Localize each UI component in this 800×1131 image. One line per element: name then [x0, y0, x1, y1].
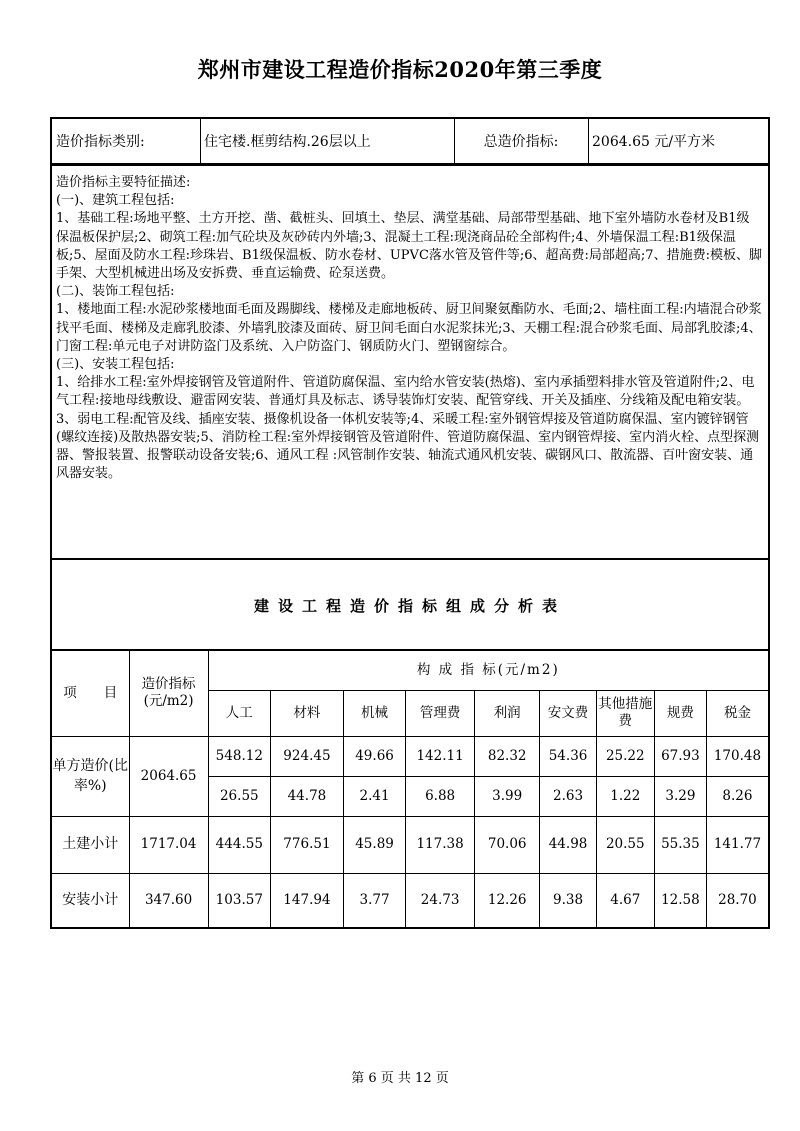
- section-decoration-heading: (二)、装饰工程包括:: [56, 284, 175, 300]
- col-header: 规费: [654, 690, 706, 736]
- ratio-cell: 2.63: [540, 776, 596, 816]
- install-cell: 103.57: [208, 873, 270, 928]
- ratio-cell: 3.99: [474, 776, 540, 816]
- total-label: 总造价指标:: [483, 134, 559, 150]
- install-cell: 28.70: [706, 873, 769, 928]
- unit-price-cell: 142.11: [406, 736, 475, 776]
- civil-cell: 45.89: [343, 816, 405, 873]
- unit-price-total: 2064.65: [129, 736, 208, 816]
- ratio-cell: 1.22: [596, 776, 654, 816]
- feature-description: [56, 174, 762, 483]
- ratio-cell: 3.29: [654, 776, 706, 816]
- install-cell: 147.94: [271, 873, 344, 928]
- analysis-title-box: [50, 558, 770, 651]
- unit-price-cell: 170.48: [706, 736, 769, 776]
- index-header-row: [50, 117, 770, 165]
- feature-description-box: [50, 164, 770, 560]
- col-header: 人工: [208, 690, 270, 736]
- unit-price-cell: 548.12: [208, 736, 270, 776]
- civil-cell: 444.55: [208, 816, 270, 873]
- unit-price-cell: 25.22: [596, 736, 654, 776]
- cost-composition-table: [50, 649, 770, 929]
- col-header: 利润: [474, 690, 540, 736]
- install-total: 347.60: [129, 873, 208, 928]
- section-building-heading: (一)、建筑工程包括:: [56, 193, 175, 209]
- ratio-cell: 2.41: [343, 776, 405, 816]
- ratio-cell: 44.78: [271, 776, 344, 816]
- ratio-cell: 26.55: [208, 776, 270, 816]
- composition-header: 构 成 指 标(元/m2): [208, 650, 769, 690]
- civil-cell: 20.55: [596, 816, 654, 873]
- ratio-cell: 6.88: [406, 776, 475, 816]
- install-cell: 12.26: [474, 873, 540, 928]
- col-header: 税金: [706, 690, 769, 736]
- section-installation-text: 1、给排水工程:室外焊接钢管及管道附件、管道防腐保温、室内给水管安装(热熔)、室内承插塑料排水管及管道附件;2、电气工程:接地母线敷设、避雷网安装、普通灯具及标志、诱导装饰灯安装、配管穿线、开关及插座、分线箱及配电箱安装。3、弱电工程:配管及线、插座安装、摄像机设备一体机安装等;4、采暖工程:室外钢管焊接及管道防腐保温、室内镀锌钢管(螺纹连接)及散热器安装;5、消防栓工程:室外焊接钢管及管道附件、管道防腐保温、室内钢管焊接、室内消火栓、点型探测器、警报装置、报警联动设备安装;6、通风工程 :风管制作安装、轴流式通风机安装、碳钢风口、散流器、百叶窗安装、通风器安装。: [56, 375, 760, 482]
- category-value: 住宅楼.框剪结构.26层以上: [204, 134, 371, 150]
- civil-cell: 776.51: [271, 816, 344, 873]
- index-header: 造价指标(元/m2): [129, 650, 208, 736]
- total-value: 2064.65 元/平方米: [592, 134, 716, 150]
- civil-total: 1717.04: [129, 816, 208, 873]
- ratio-cell: 8.26: [706, 776, 769, 816]
- civil-cell: 44.98: [540, 816, 596, 873]
- civil-label: 土建小计: [51, 816, 129, 873]
- col-header: 其他措施费: [596, 690, 654, 736]
- install-cell: 4.67: [596, 873, 654, 928]
- unit-price-label: 单方造价(比率%): [51, 736, 129, 816]
- page-title: 郑州市建设工程造价指标2020年第三季度: [197, 57, 603, 82]
- page-number: 第 6 页 共 12 页: [351, 1071, 449, 1086]
- unit-price-cell: 49.66: [343, 736, 405, 776]
- install-label: 安装小计: [51, 873, 129, 928]
- install-cell: 9.38: [540, 873, 596, 928]
- civil-cell: 70.06: [474, 816, 540, 873]
- unit-price-cell: 67.93: [654, 736, 706, 776]
- install-cell: 12.58: [654, 873, 706, 928]
- section-installation-heading: (三)、安装工程包括:: [56, 357, 175, 373]
- description-heading: 造价指标主要特征描述:: [56, 175, 191, 190]
- section-decoration-text: 1、楼地面工程:水泥砂浆楼地面毛面及踢脚线、楼梯及走廊地板砖、厨卫间聚氨酯防水、毛面;2、墙柱面工程:内墙混合砂浆找平毛面、楼梯及走廊乳胶漆、外墙乳胶漆及面砖、厨卫间毛面白水泥浆抹光;3、天棚工程:混合砂浆毛面、局部乳胶漆;4、门窗工程:单元电子对讲防盗门及系统、入户防盗门、钢质防火门、塑钢窗综合。: [56, 302, 762, 354]
- category-label: 造价指标类别:: [56, 134, 145, 150]
- item-header: 项 目: [51, 650, 129, 736]
- unit-price-cell: 54.36: [540, 736, 596, 776]
- unit-price-cell: 924.45: [271, 736, 344, 776]
- col-header: 材料: [271, 690, 344, 736]
- install-cell: 24.73: [406, 873, 475, 928]
- civil-cell: 55.35: [654, 816, 706, 873]
- col-header: 机械: [343, 690, 405, 736]
- unit-price-cell: 82.32: [474, 736, 540, 776]
- section-building-text: 1、基础工程:场地平整、土方开挖、凿、截桩头、回填土、垫层、满堂基础、局部带型基础、地下室外墙防水卷材及B1级保温板保护层;2、砌筑工程:加气砼块及灰砂砖内外墙;3、混凝土工程:现浇商品砼全部构件;4、外墙保温工程:B1级保温板;5、屋面及防水工程:珍珠岩、B1级保温板、防水卷材、UPVC落水管及管件等;6、超高费:局部超高;7、措施费:模板、脚手架、大型机械进出场及安拆费、垂直运输费、砼泵送费。: [56, 211, 762, 282]
- analysis-title: 建设工程造价指标组成分析表: [253, 597, 566, 615]
- civil-cell: 117.38: [406, 816, 475, 873]
- civil-cell: 141.77: [706, 816, 769, 873]
- col-header: 安文费: [540, 690, 596, 736]
- install-cell: 3.77: [343, 873, 405, 928]
- col-header: 管理费: [406, 690, 475, 736]
